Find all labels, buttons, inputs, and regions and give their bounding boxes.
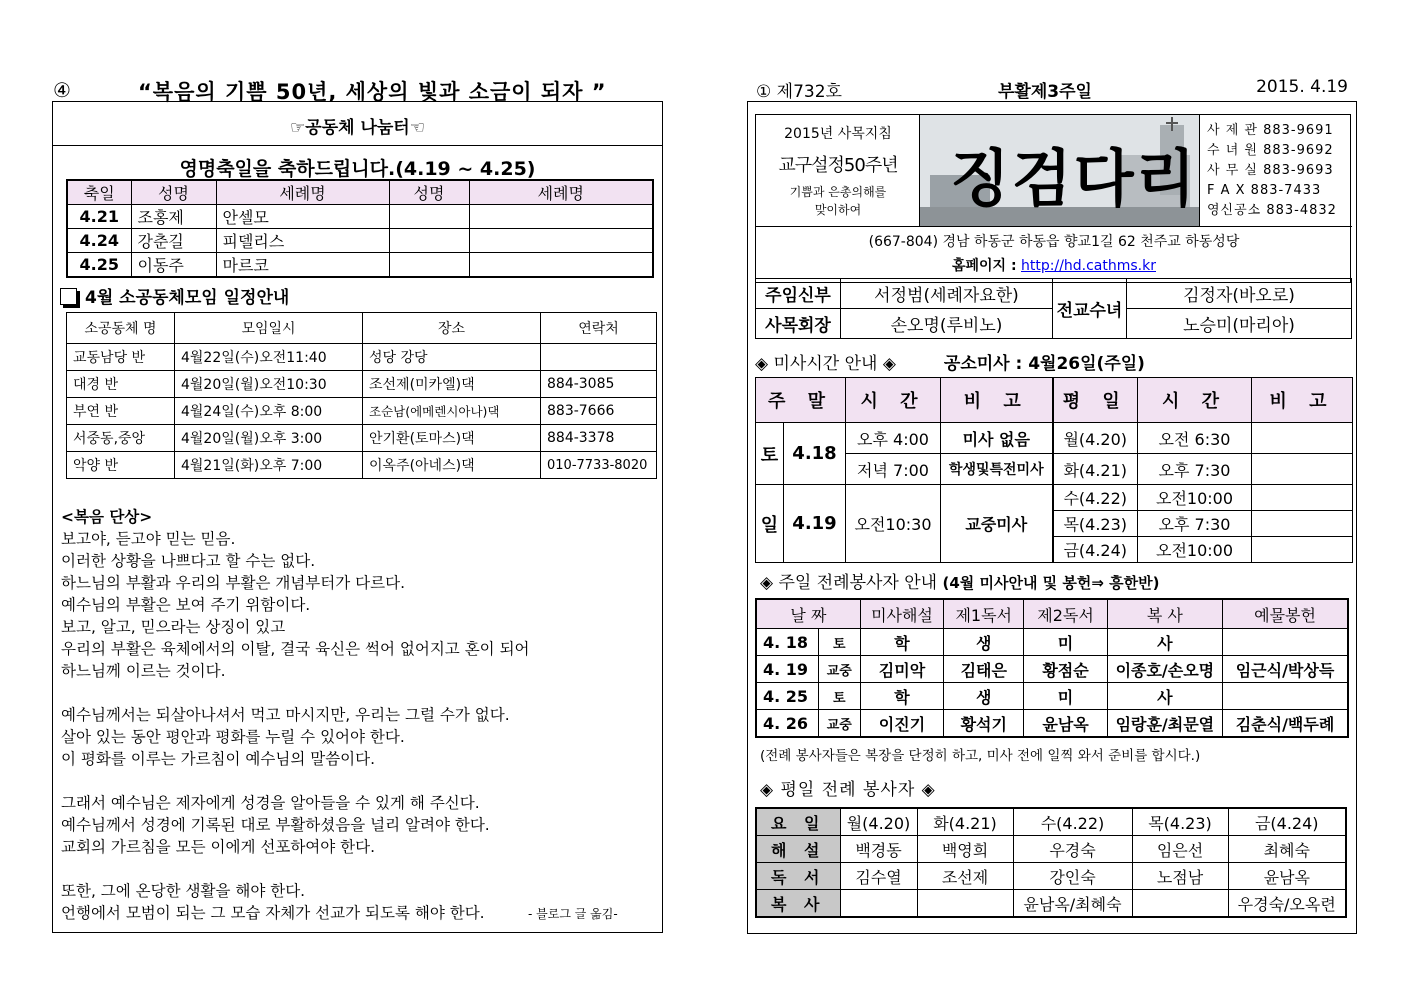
sunday-ministers-table xyxy=(755,598,1349,738)
header-note: 비 고 xyxy=(1252,378,1353,423)
homepage-line xyxy=(756,255,1352,275)
header-time: 시 간 xyxy=(1138,378,1252,423)
weekday-cell: 김수열 xyxy=(840,863,917,890)
meeting-datetime: 4월22일(수)오전11:40 xyxy=(175,344,363,371)
sunday-ministers-subheading: (4월 미사안내 및 봉헌⇒ 흥한반) xyxy=(942,574,1160,592)
weekday-cell xyxy=(917,890,1013,918)
person-name xyxy=(389,253,469,278)
feast-date: 4.25 xyxy=(67,253,131,278)
service-type: 교중 xyxy=(818,656,860,683)
weekday-cell: 백경동 xyxy=(840,836,917,863)
baptismal-name xyxy=(469,205,653,229)
weekday-cell: 수(4.22) xyxy=(1013,808,1132,836)
minister-cell: 생 xyxy=(944,629,1024,656)
weekday-cell: 윤남옥/최혜숙 xyxy=(1013,890,1132,918)
weekday-ministers-heading: ◈ 평일 전례 봉사자 ◈ xyxy=(760,780,936,800)
sister-label: 전교수녀 xyxy=(1053,279,1127,339)
weekend-date: 4.19 xyxy=(784,485,846,563)
table-row xyxy=(67,452,657,479)
pastor-name: 서정범(세례자요한) xyxy=(841,279,1053,309)
feast-day-title: 영명축일을 축하드립니다.(4.19 ~ 4.25) xyxy=(179,158,536,180)
meeting-title-text: 4월 소공동체모임 일정안내 xyxy=(85,288,290,308)
minister-cell: 임랑훈/최문열 xyxy=(1107,710,1222,738)
mass-times-heading xyxy=(755,349,1145,374)
reflection-line: 이러한 상황을 나쁘다고 할 수는 없다. xyxy=(61,552,316,570)
weekday-day: 금(4.24) xyxy=(1053,537,1138,563)
table-row xyxy=(67,229,653,253)
feast-day-table xyxy=(66,179,654,278)
minister-cell: 황점순 xyxy=(1024,656,1107,683)
weekday-cell: 화(4.21) xyxy=(917,808,1013,836)
paragraph-gap xyxy=(61,770,530,792)
header-reading2: 제2독서 xyxy=(1024,599,1107,629)
reflection-line: 그래서 예수님은 제자에게 성경을 알아들을 수 있게 해 주신다. xyxy=(61,794,480,812)
service-date: 4. 18 xyxy=(756,629,818,656)
minister-cell: 황석기 xyxy=(944,710,1024,738)
header-note: 비 고 xyxy=(941,378,1053,423)
sunday-ministers-heading-text: ◈ 주일 전례봉사자 안내 xyxy=(760,573,938,593)
table-row xyxy=(67,398,657,425)
service-date: 4. 19 xyxy=(756,656,818,683)
staff-table xyxy=(755,278,1352,339)
community-name: 부연 반 xyxy=(67,398,175,425)
gospel-reflection xyxy=(61,506,530,924)
subtitle-line: 기쁨과 은총의해를 xyxy=(789,185,887,199)
minister-cell: 윤남옥 xyxy=(1024,710,1107,738)
reflection-line: 예수님께서는 되살아나셔서 먹고 마시지만, 우리는 그럴 수가 없다. xyxy=(61,706,510,724)
weekday-cell: 윤남옥 xyxy=(1228,863,1346,890)
guideline-year: 2015년 사목지침 xyxy=(784,126,892,142)
reflection-title: <복음 단상> xyxy=(61,508,153,526)
issue-date: 2015. 4.19 xyxy=(1256,77,1348,97)
minister-cell: 임근식/박상득 xyxy=(1223,656,1348,683)
table-row xyxy=(756,629,1348,656)
minister-cell: 미 xyxy=(1024,629,1107,656)
header-baptismal-name: 세례명 xyxy=(216,180,389,205)
reflection-line: 교회의 가르침을 모든 이에게 선포하여야 한다. xyxy=(61,838,376,856)
table-row xyxy=(756,890,1346,918)
minister-cell: 사 xyxy=(1107,629,1222,656)
paragraph-gap xyxy=(61,858,530,880)
paragraph-gap xyxy=(61,682,530,704)
row-label: 복 사 xyxy=(756,890,840,918)
weekday-cell: 우경숙/오옥련 xyxy=(1228,890,1346,918)
meeting-place: 안기환(토마스)댁 xyxy=(363,425,541,452)
mass-note: 교중미사 xyxy=(941,485,1053,563)
table-row xyxy=(756,710,1348,738)
weekend-date: 4.18 xyxy=(784,423,846,485)
reflection-line: 보고야, 듣고야 믿는 믿음. xyxy=(61,530,236,548)
reflection-line: 예수님의 부활은 보여 주기 위함이다. xyxy=(61,596,311,614)
guideline-subtitle xyxy=(756,183,920,219)
weekday-cell: 최혜숙 xyxy=(1228,836,1346,863)
pastoral-guideline-box xyxy=(756,115,920,226)
weekday-cell xyxy=(1132,890,1228,918)
header-server: 복 사 xyxy=(1107,599,1222,629)
weekday-cell: 노점남 xyxy=(1132,863,1228,890)
minister-cell xyxy=(1223,683,1348,710)
weekday-cell: 우경숙 xyxy=(1013,836,1132,863)
mass-note: 미사 없음 xyxy=(941,423,1053,454)
baptismal-name: 안셀모 xyxy=(216,205,389,229)
weekday-cell: 임은선 xyxy=(1132,836,1228,863)
minister-cell: 학 xyxy=(860,629,943,656)
meeting-datetime: 4월24일(수)오후 8:00 xyxy=(175,398,363,425)
minister-cell: 이진기 xyxy=(860,710,943,738)
weekday-day: 목(4.23) xyxy=(1053,511,1138,537)
sunday-ministers-heading xyxy=(760,568,1160,593)
church-photo-banner xyxy=(920,115,1200,226)
person-name: 강춘길 xyxy=(131,229,216,253)
minister-cell: 미 xyxy=(1024,683,1107,710)
weekday-cell: 금(4.24) xyxy=(1228,808,1346,836)
minister-cell: 학 xyxy=(860,683,943,710)
header-baptismal-name-2: 세례명 xyxy=(469,180,653,205)
reflection-line: 하느님의 부활과 우리의 부활은 개념부터가 다르다. xyxy=(61,574,405,592)
weekday-cell: 백영희 xyxy=(917,836,1013,863)
weekday-note xyxy=(1252,537,1353,563)
weekday-time: 오후 7:30 xyxy=(1138,454,1252,485)
baptismal-name xyxy=(469,229,653,253)
baptismal-name xyxy=(469,253,653,278)
weekday-time: 오후 7:30 xyxy=(1138,511,1252,537)
contact-line: 수 녀 원 883-9692 xyxy=(1207,143,1334,158)
row-label: 독 서 xyxy=(756,863,840,890)
header-weekend: 주 말 xyxy=(756,378,846,423)
header-name: 성명 xyxy=(131,180,216,205)
table-row xyxy=(67,371,657,398)
header-commentator: 미사해설 xyxy=(860,599,943,629)
baptismal-name: 피델리스 xyxy=(216,229,389,253)
service-date: 4. 25 xyxy=(756,683,818,710)
minister-cell: 사 xyxy=(1107,683,1222,710)
header-time: 시 간 xyxy=(846,378,941,423)
subtitle-line: 맞이하여 xyxy=(814,203,862,217)
table-row xyxy=(756,683,1348,710)
meeting-contact xyxy=(541,344,657,371)
weekday-cell xyxy=(840,890,917,918)
table-row xyxy=(67,344,657,371)
weekend-day: 일 xyxy=(756,485,784,563)
mass-note: 학생및특전미사 xyxy=(941,454,1053,485)
checkbox-bullet-icon xyxy=(60,288,77,305)
community-name: 교동남당 반 xyxy=(67,344,175,371)
header-feast-day: 축일 xyxy=(67,180,131,205)
mass-time: 오전10:30 xyxy=(846,485,941,563)
service-type: 토 xyxy=(818,629,860,656)
minister-cell: 이종호/손오명 xyxy=(1107,656,1222,683)
weekday-note xyxy=(1252,511,1353,537)
contact-line: F A X 883-7433 xyxy=(1207,183,1322,198)
issue-number: ① 제732호 xyxy=(756,82,842,102)
minister-cell: 김태은 xyxy=(944,656,1024,683)
council-name: 손오명(루비노) xyxy=(841,309,1053,339)
reflection-line: 또한, 그에 온당한 생활을 해야 한다. xyxy=(61,882,306,900)
reflection-source: - 블로그 글 옮김- xyxy=(528,907,618,921)
meeting-place: 성당 강당 xyxy=(363,344,541,371)
reflection-line: 보고, 알고, 믿으라는 상징이 있고 xyxy=(61,618,286,636)
weekday-time: 오전 6:30 xyxy=(1138,423,1252,454)
weekday-time: 오전10:00 xyxy=(1138,485,1252,511)
header-name-2: 성명 xyxy=(389,180,469,205)
mass-times-table xyxy=(755,377,1353,563)
person-name: 조홍제 xyxy=(131,205,216,229)
mass-time: 오후 4:00 xyxy=(846,423,941,454)
reflection-line: 살아 있는 동안 평안과 평화를 누릴 수 있어야 한다. xyxy=(61,728,405,746)
community-name: 악양 반 xyxy=(67,452,175,479)
mass-heading-text: ◈ 미사시간 안내 ◈ xyxy=(755,354,896,374)
sister-name: 노승미(마리아) xyxy=(1127,309,1352,339)
weekday-day: 수(4.22) xyxy=(1053,485,1138,511)
reflection-line: 언행에서 모범이 되는 그 모습 자체가 선교가 되도록 해야 한다. xyxy=(61,904,485,922)
header-community: 소공동체 명 xyxy=(67,313,175,344)
header-date: 날 짜 xyxy=(756,599,860,629)
mass-time: 저녁 7:00 xyxy=(846,454,941,485)
meeting-contact: 010-7733-8020 xyxy=(541,452,657,479)
homepage-link[interactable]: http://hd.cathms.kr xyxy=(1021,258,1156,274)
table-row xyxy=(67,425,657,452)
contact-line: 영신공소 883-4832 xyxy=(1207,203,1337,218)
header-contact: 연락처 xyxy=(541,313,657,344)
table-row xyxy=(67,253,653,278)
table-row xyxy=(756,863,1346,890)
weekday-ministers-table xyxy=(755,807,1347,918)
meeting-contact: 884-3085 xyxy=(541,371,657,398)
header-place: 장소 xyxy=(363,313,541,344)
table-row xyxy=(67,205,653,229)
meeting-contact: 883-7666 xyxy=(541,398,657,425)
header-weekday: 평 일 xyxy=(1053,378,1138,423)
feast-date: 4.24 xyxy=(67,229,131,253)
table-row xyxy=(756,836,1346,863)
sister-name: 김정자(바오로) xyxy=(1127,279,1352,309)
weekday-day: 월(4.20) xyxy=(1053,423,1138,454)
person-name xyxy=(389,205,469,229)
contact-list xyxy=(1207,121,1337,221)
baptismal-name: 마르코 xyxy=(216,253,389,278)
meeting-datetime: 4월21일(화)오후 7:00 xyxy=(175,452,363,479)
weekday-note xyxy=(1252,485,1353,511)
person-name xyxy=(389,229,469,253)
divider xyxy=(52,145,663,146)
meeting-place: 조순남(에메렌시아나)댁 xyxy=(363,398,541,425)
community-name: 서중동,중앙 xyxy=(67,425,175,452)
service-date: 4. 26 xyxy=(756,710,818,738)
weekday-cell: 조선제 xyxy=(917,863,1013,890)
minister-cell: 생 xyxy=(944,683,1024,710)
weekday-cell: 월(4.20) xyxy=(840,808,917,836)
bulletin-header xyxy=(748,77,1348,101)
weekday-day: 화(4.21) xyxy=(1053,454,1138,485)
bulletin-logo: 징검다리 xyxy=(950,142,1198,215)
minister-cell xyxy=(1223,629,1348,656)
church-address: (667-804) 경남 하동군 하동읍 향교1길 62 천주교 하동성당 xyxy=(868,234,1240,250)
divider xyxy=(756,226,1352,227)
weekday-cell: 목(4.23) xyxy=(1132,808,1228,836)
minister-cell: 김춘식/백두례 xyxy=(1223,710,1348,738)
homepage-label: 홈페이지 : xyxy=(951,258,1017,274)
masthead xyxy=(755,114,1351,283)
weekday-note xyxy=(1252,454,1353,485)
slogan: “복음의 기쁨 50년, 세상의 빛과 소금이 되자 ” xyxy=(138,80,607,104)
contact-line: 사 무 실 883-9693 xyxy=(1207,163,1334,178)
header-reading1: 제1독서 xyxy=(944,599,1024,629)
service-type: 토 xyxy=(818,683,860,710)
minister-cell: 김미악 xyxy=(860,656,943,683)
meeting-datetime: 4월20일(월)오후 3:00 xyxy=(175,425,363,452)
ministers-note: (전례 봉사자들은 복장을 단정히 하고, 미사 전에 일찍 와서 준비를 합시다.) xyxy=(760,748,1201,764)
feast-date: 4.21 xyxy=(67,205,131,229)
meeting-datetime: 4월20일(월)오전10:30 xyxy=(175,371,363,398)
row-label: 요 일 xyxy=(756,808,840,836)
header-datetime: 모임일시 xyxy=(175,313,363,344)
meeting-schedule-table xyxy=(66,312,657,479)
anniversary-line: 교구설정50주년 xyxy=(778,155,898,176)
council-label: 사목회장 xyxy=(756,309,841,339)
weekday-time: 오전10:00 xyxy=(1138,537,1252,563)
meeting-place: 이옥주(아네스)댁 xyxy=(363,452,541,479)
table-row xyxy=(756,656,1348,683)
contact-line: 사 제 관 883-9691 xyxy=(1207,123,1334,138)
reflection-line: 하느님께 이르는 것이다. xyxy=(61,662,226,680)
reflection-line: 예수님께서 성경에 기록된 대로 부활하셨음을 널리 알려야 한다. xyxy=(61,816,490,834)
table-row xyxy=(756,808,1346,836)
service-type: 교중 xyxy=(818,710,860,738)
meeting-schedule-title xyxy=(60,283,289,308)
header-offertory: 예물봉헌 xyxy=(1223,599,1348,629)
weekend-day: 토 xyxy=(756,423,784,485)
row-label: 해 설 xyxy=(756,836,840,863)
reflection-line: 우리의 부활은 육체에서의 이탈, 결국 육신은 썩어 없어지고 혼이 되어 xyxy=(61,640,530,658)
community-name: 대경 반 xyxy=(67,371,175,398)
weekday-cell: 강인숙 xyxy=(1013,863,1132,890)
meeting-contact: 884-3378 xyxy=(541,425,657,452)
liturgical-title: 부활제3주일 xyxy=(998,82,1092,102)
pastor-label: 주임신부 xyxy=(756,279,841,309)
meeting-place: 조선제(미카엘)댁 xyxy=(363,371,541,398)
weekday-note xyxy=(1252,423,1353,454)
reflection-line: 이 평화를 이루는 가르침이 예수님의 말씀이다. xyxy=(61,750,376,768)
page-number: ④ xyxy=(53,78,71,102)
person-name: 이동주 xyxy=(131,253,216,278)
mission-mass-note: 공소미사 : 4월26일(주일) xyxy=(943,354,1145,374)
community-sharing-title: ☞공동체 나눔터☜ xyxy=(290,118,425,138)
